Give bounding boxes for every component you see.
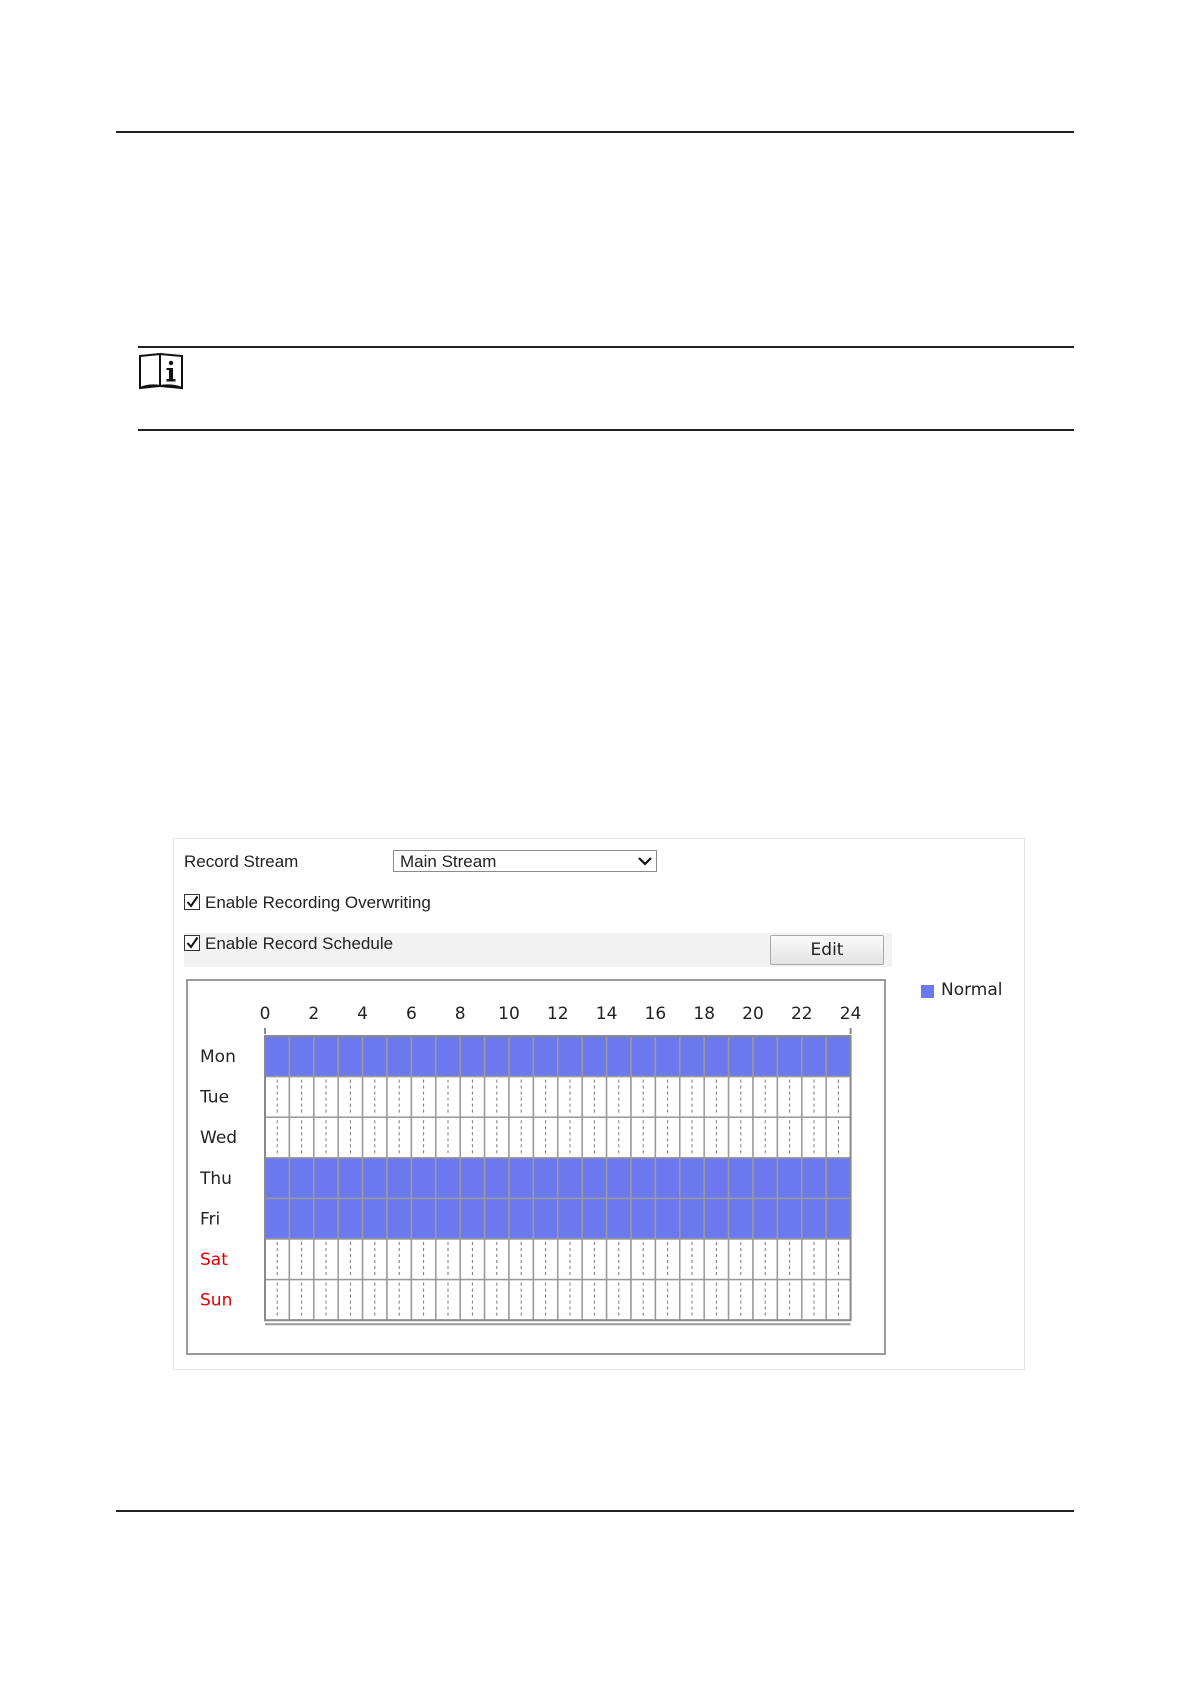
schedule-cell[interactable] [729, 1036, 753, 1077]
schedule-cell[interactable] [631, 1036, 655, 1077]
overwrite-checkbox[interactable] [184, 894, 200, 910]
schedule-cell[interactable] [802, 1036, 826, 1077]
schedule-cell[interactable] [533, 1158, 557, 1199]
weekly-schedule-grid [186, 979, 886, 1355]
schedule-cell[interactable] [338, 1036, 362, 1077]
schedule-cell[interactable] [460, 1158, 484, 1199]
schedule-cell[interactable] [753, 1198, 777, 1239]
hour-tick-label: 0 [259, 1004, 271, 1024]
note-book-icon [138, 352, 186, 390]
day-label: Thu [200, 1168, 232, 1189]
schedule-cell[interactable] [363, 1198, 387, 1239]
schedule-cell[interactable] [509, 1198, 533, 1239]
schedule-cell[interactable] [387, 1158, 411, 1199]
hour-tick-label: 14 [595, 1004, 618, 1024]
hour-tick-label: 2 [308, 1004, 320, 1024]
schedule-cell[interactable] [607, 1198, 631, 1239]
record-stream-value: Main Stream [400, 852, 497, 871]
overwrite-label: Enable Recording Overwriting [205, 893, 431, 912]
schedule-cell[interactable] [460, 1198, 484, 1239]
schedule-cell[interactable] [363, 1036, 387, 1077]
schedule-cell[interactable] [436, 1036, 460, 1077]
schedule-cell[interactable] [777, 1036, 801, 1077]
schedule-cell[interactable] [826, 1158, 850, 1199]
hour-tick-label: 18 [693, 1004, 716, 1024]
hour-tick-label: 8 [454, 1004, 466, 1024]
record-stream-select[interactable] [393, 850, 657, 872]
record-schedule-panel [173, 838, 1025, 1370]
note-top-rule [138, 346, 1074, 348]
schedule-cell[interactable] [607, 1036, 631, 1077]
schedule-cell[interactable] [533, 1198, 557, 1239]
checkmark-icon [186, 895, 199, 909]
schedule-cell[interactable] [460, 1036, 484, 1077]
schedule-cell[interactable] [387, 1198, 411, 1239]
schedule-cell[interactable] [436, 1158, 460, 1199]
day-label: Sun [200, 1290, 233, 1311]
hour-tick-label: 22 [790, 1004, 813, 1024]
schedule-cell[interactable] [704, 1158, 728, 1199]
legend-label: Normal [941, 980, 1003, 1000]
day-label: Tue [200, 1087, 230, 1108]
schedule-cell[interactable] [655, 1198, 679, 1239]
schedule-cell[interactable] [387, 1036, 411, 1077]
schedule-cell[interactable] [265, 1036, 289, 1077]
hour-tick-label: 4 [357, 1004, 369, 1024]
schedule-cell[interactable] [826, 1198, 850, 1239]
schedule-cell[interactable] [631, 1158, 655, 1199]
schedule-cell[interactable] [704, 1198, 728, 1239]
schedule-cell[interactable] [314, 1158, 338, 1199]
schedule-cell[interactable] [729, 1158, 753, 1199]
day-label: Mon [200, 1047, 236, 1067]
schedule-cell[interactable] [363, 1158, 387, 1199]
day-label: Fri [200, 1209, 221, 1230]
schedule-cell[interactable] [411, 1158, 435, 1199]
schedule-checkbox[interactable] [184, 935, 200, 951]
schedule-cell[interactable] [582, 1198, 606, 1239]
schedule-cell[interactable] [338, 1198, 362, 1239]
schedule-cell[interactable] [607, 1158, 631, 1199]
checkmark-icon [186, 936, 199, 950]
legend-swatch [921, 985, 934, 998]
schedule-cell[interactable] [289, 1158, 313, 1199]
schedule-cell[interactable] [338, 1158, 362, 1199]
schedule-cell[interactable] [680, 1036, 704, 1077]
footer-rule [116, 1510, 1074, 1512]
header-rule [116, 131, 1074, 133]
schedule-cell[interactable] [289, 1036, 313, 1077]
schedule-cell[interactable] [314, 1036, 338, 1077]
schedule-cell[interactable] [509, 1036, 533, 1077]
schedule-cell[interactable] [729, 1198, 753, 1239]
chevron-down-icon [637, 853, 653, 869]
schedule-cell[interactable] [558, 1036, 582, 1077]
schedule-cell[interactable] [485, 1198, 509, 1239]
schedule-cell[interactable] [265, 1158, 289, 1199]
schedule-cell[interactable] [533, 1036, 557, 1077]
day-label: Sat [200, 1250, 228, 1270]
schedule-cell[interactable] [509, 1158, 533, 1199]
schedule-cell[interactable] [777, 1158, 801, 1199]
schedule-cell[interactable] [753, 1158, 777, 1199]
edit-button[interactable]: Edit [770, 935, 884, 965]
schedule-cell[interactable] [631, 1198, 655, 1239]
hour-tick-label: 10 [498, 1004, 520, 1024]
schedule-cell[interactable] [314, 1198, 338, 1239]
schedule-cell[interactable] [411, 1036, 435, 1077]
schedule-cell[interactable] [485, 1036, 509, 1077]
schedule-cell[interactable] [582, 1036, 606, 1077]
schedule-cell[interactable] [680, 1198, 704, 1239]
hour-tick-label: 24 [839, 1004, 862, 1024]
schedule-cell[interactable] [289, 1198, 313, 1239]
day-label: Wed [200, 1128, 238, 1149]
schedule-cell[interactable] [655, 1158, 679, 1199]
schedule-cell[interactable] [826, 1036, 850, 1077]
hour-tick-label: 6 [405, 1004, 417, 1024]
schedule-cell[interactable] [704, 1036, 728, 1077]
hour-tick-label: 20 [742, 1004, 764, 1024]
schedule-cell[interactable] [485, 1158, 509, 1199]
schedule-cell[interactable] [802, 1158, 826, 1199]
schedule-cell[interactable] [777, 1198, 801, 1239]
schedule-cell[interactable] [753, 1036, 777, 1077]
schedule-cell[interactable] [558, 1158, 582, 1199]
schedule-cell[interactable] [265, 1198, 289, 1239]
schedule-cell[interactable] [655, 1036, 679, 1077]
schedule-cell[interactable] [582, 1158, 606, 1199]
note-bottom-rule [138, 429, 1074, 431]
hour-tick-label: 12 [546, 1004, 569, 1024]
schedule-cell[interactable] [436, 1198, 460, 1239]
hour-tick-label: 16 [644, 1004, 667, 1024]
schedule-cell[interactable] [558, 1198, 582, 1239]
schedule-svg[interactable] [188, 981, 884, 1353]
schedule-cell[interactable] [680, 1158, 704, 1199]
schedule-cell[interactable] [802, 1198, 826, 1239]
schedule-cell[interactable] [411, 1198, 435, 1239]
schedule-label: Enable Record Schedule [205, 934, 394, 953]
record-stream-label: Record Stream [184, 852, 299, 871]
